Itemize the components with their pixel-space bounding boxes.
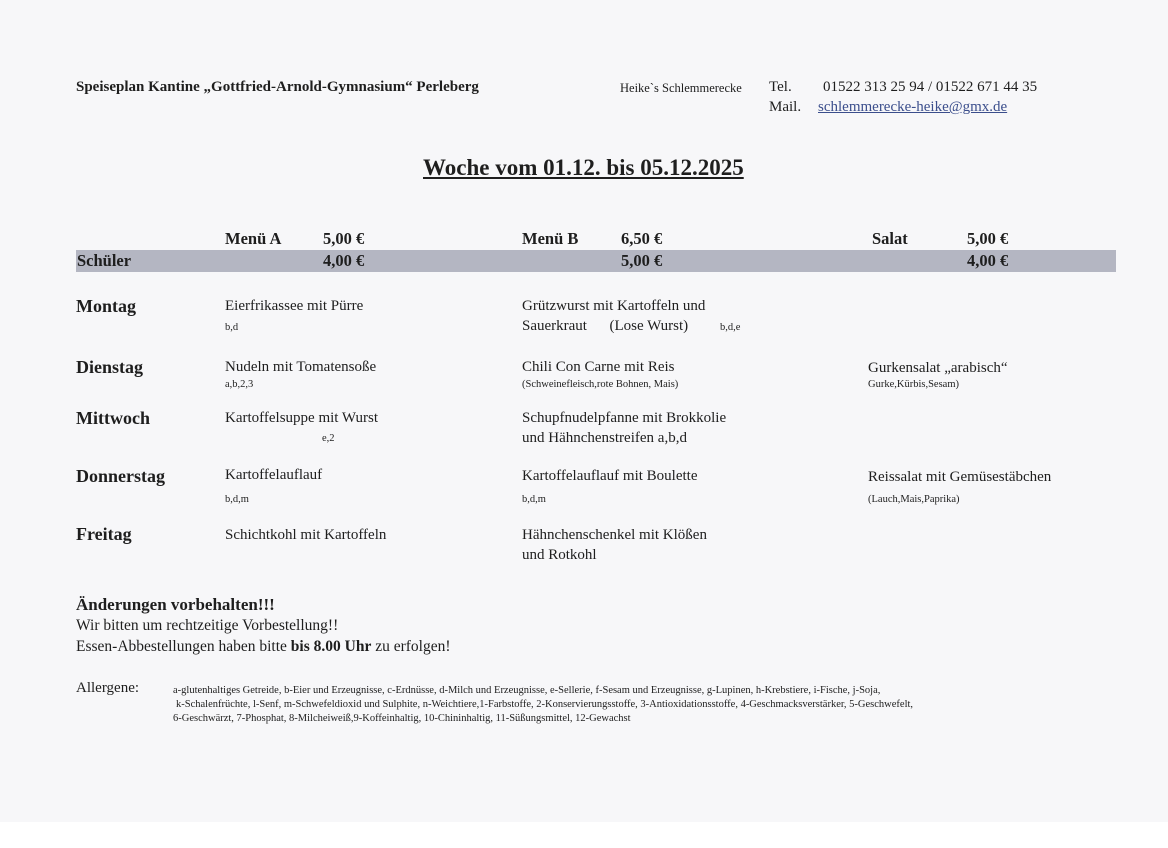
student-price-salat: 4,00 € (967, 251, 1009, 270)
allergen-line-2: k-Schalenfrüchte, l-Senf, m-Schwefeldioxid und Sulphite, n-Weichtiere,1-Farbstoffe, 2-Konservierungsstoffe, 3-Antioxidationsstoffe, 4-Geschmacksverstärker, 5-Geschwefelt, (176, 699, 914, 710)
mittwoch-menu-a-allergens: e,2 (322, 433, 335, 444)
dienstag-menu-a: Nudeln mit Tomatensoße (225, 359, 377, 375)
notice-deadline: bis 8.00 Uhr (290, 638, 372, 655)
allergen-line-3: 6-Geschwärzt, 7-Phosphat, 8-Milcheiweiß,9-Koffeinhaltig, 10-Chininhaltig, 11-Süßungsmittel, 12-Gewachst (173, 713, 631, 724)
dienstag-salat: Gurkensalat „arabisch“ (868, 360, 1008, 376)
day-dienstag: Dienstag (76, 357, 143, 377)
business-name: Heike`s Schlemmerecke (620, 81, 742, 95)
notice-line2-end: zu erfolgen! (371, 638, 451, 655)
day-freitag: Freitag (76, 524, 132, 544)
salat-price: 5,00 € (967, 229, 1009, 248)
montag-menu-b-line2: Sauerkraut (Lose Wurst) (522, 318, 689, 334)
student-label: Schüler (77, 251, 132, 270)
donnerstag-salat-details: (Lauch,Mais,Paprika) (868, 494, 960, 505)
notice-line2-start: Essen-Abbestellungen haben bitte (76, 638, 291, 655)
donnerstag-salat: Reissalat mit Gemüsestäbchen (868, 469, 1052, 485)
tel-value: 01522 313 25 94 / 01522 671 44 35 (823, 79, 1038, 95)
donnerstag-menu-a-allergens: b,d,m (225, 494, 249, 505)
mail-label: Mail. (769, 99, 802, 115)
notice-line2 (76, 638, 451, 656)
menu-a-price: 5,00 € (323, 229, 365, 248)
freitag-menu-b-line1: Hähnchenschenkel mit Klößen (522, 527, 707, 543)
tel-label: Tel. (769, 79, 792, 95)
scan-bottom-margin (0, 822, 1168, 848)
montag-menu-a-allergens: b,d (225, 322, 239, 333)
freitag-menu-b-line2: und Rotkohl (522, 547, 597, 563)
dienstag-salat-details: Gurke,Kürbis,Sesam) (868, 379, 959, 390)
montag-menu-b-allergens: b,d,e (720, 322, 741, 333)
dienstag-menu-b-details: (Schweinefleisch,rote Bohnen, Mais) (522, 379, 679, 390)
day-montag: Montag (76, 296, 136, 316)
menu-b-price: 6,50 € (621, 229, 663, 248)
allergen-label: Allergene: (76, 680, 140, 696)
donnerstag-menu-b-allergens: b,d,m (522, 494, 546, 505)
mittwoch-menu-b-line2: und Hähnchenstreifen a,b,d (522, 430, 687, 446)
montag-menu-b-line1: Grützwurst mit Kartoffeln und (522, 298, 706, 314)
page-title: Speiseplan Kantine „Gottfried-Arnold-Gymnasium“ Perleberg (76, 79, 479, 95)
student-price-b: 5,00 € (621, 251, 663, 270)
mittwoch-menu-a: Kartoffelsuppe mit Wurst (225, 410, 378, 426)
allergen-line-1: a-glutenhaltiges Getreide, b-Eier und Erzeugnisse, c-Erdnüsse, d-Milch und Erzeugnisse, e-Sellerie, f-Sesam und Erzeugnisse, g-Lupinen, h-Krebstiere, i-Fische, j-Soja, (173, 685, 881, 696)
donnerstag-menu-b: Kartoffelauflauf mit Boulette (522, 468, 698, 484)
dienstag-menu-a-allergens: a,b,2,3 (225, 379, 254, 390)
menu-b-label: Menü B (522, 229, 579, 248)
notice-title: Änderungen vorbehalten!!! (76, 595, 275, 614)
student-price-a: 4,00 € (323, 251, 365, 270)
day-mittwoch: Mittwoch (76, 408, 150, 428)
notice-line1: Wir bitten um rechtzeitige Vorbestellung!! (76, 617, 339, 634)
menu-a-label: Menü A (225, 229, 282, 248)
mail-link[interactable]: schlemmerecke-heike@gmx.de (818, 99, 1008, 115)
day-donnerstag: Donnerstag (76, 466, 165, 486)
student-price-band (76, 250, 1116, 272)
salat-label: Salat (872, 229, 908, 248)
montag-menu-a: Eierfrikassee mit Pürre (225, 298, 364, 314)
freitag-menu-a: Schichtkohl mit Kartoffeln (225, 527, 387, 543)
mittwoch-menu-b-line1: Schupfnudelpfanne mit Brokkolie (522, 410, 727, 426)
dienstag-menu-b: Chili Con Carne mit Reis (522, 359, 675, 375)
donnerstag-menu-a: Kartoffelauflauf (225, 467, 323, 483)
week-title: Woche vom 01.12. bis 05.12.2025 (423, 155, 744, 180)
